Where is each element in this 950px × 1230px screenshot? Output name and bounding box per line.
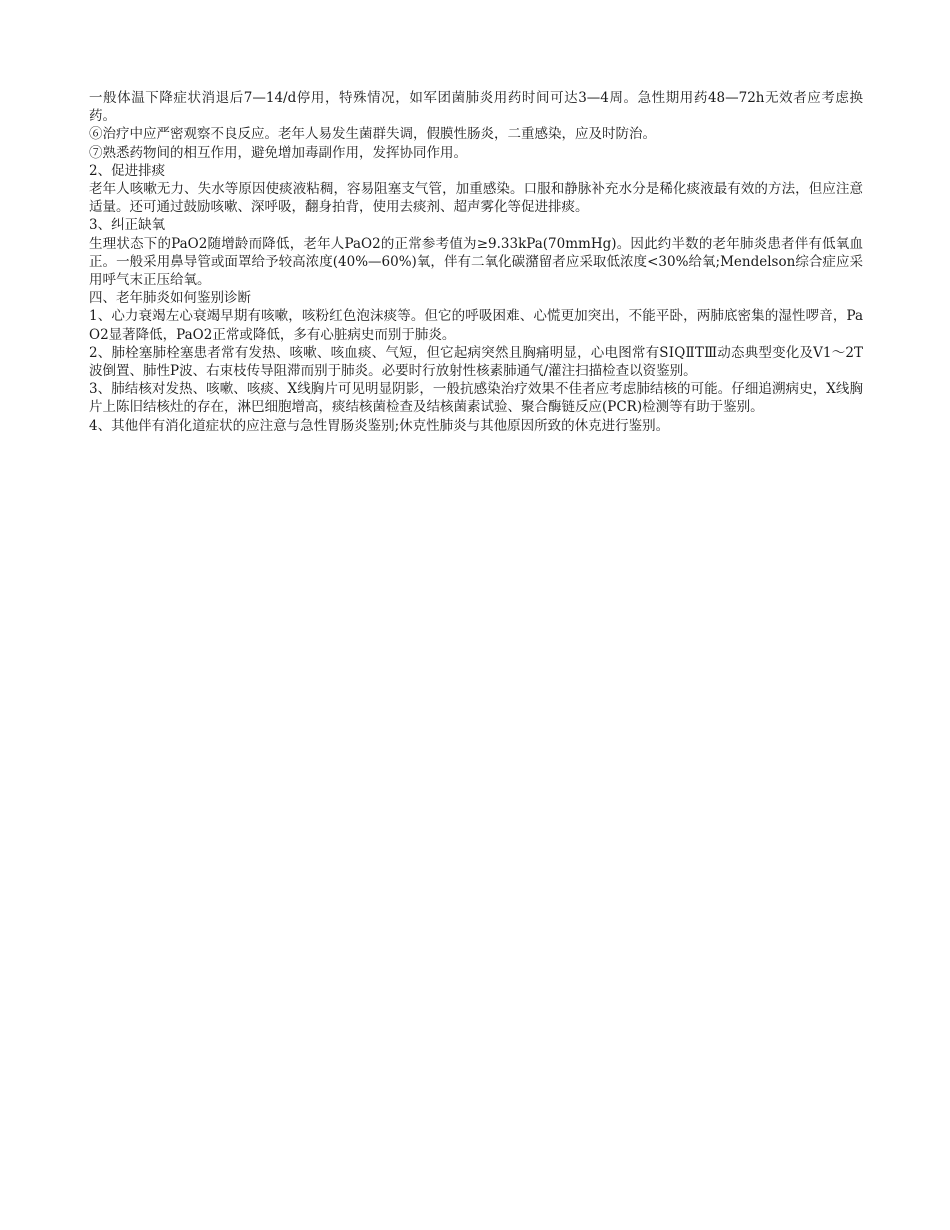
paragraph-expectoration: 老年人咳嗽无力、失水等原因使痰液粘稠，容易阻塞支气管，加重感染。口服和静脉补充水分是稀化痰液最有效的方法，但应注意适量。还可通过鼓励咳嗽、深呼吸，翻身拍背，使用去痰剂、超声雾化等促进排痰。 [89, 181, 863, 216]
heading-promote-expectoration: 2、促进排痰 [89, 162, 166, 179]
heading-correct-hypoxia: 3、纠正缺氧 [89, 217, 166, 234]
paragraph-drug-interactions: ⑦熟悉药物间的相互作用，避免增加毒副作用，发挥协同作用。 [89, 144, 467, 161]
paragraph-other: 4、其他伴有消化道症状的应注意与急性胃肠炎鉴别;休克性肺炎与其他原因所致的休克进行鉴别。 [89, 417, 670, 434]
heading-differential-diagnosis: 四、老年肺炎如何鉴别诊断 [89, 290, 251, 307]
paragraph-tuberculosis: 3、肺结核对发热、咳嗽、咳痰、X线胸片可见明显阴影，一般抗感染治疗效果不佳者应考虑肺结核的可能。仔细追溯病史，X线胸片上陈旧结核灶的存在，淋巴细胞增高，痰结核菌检查及结核菌素试验、聚合酶链反应(PCR)检测等有助于鉴别。 [89, 381, 863, 416]
paragraph-hypoxia: 生理状态下的PaO2随增龄而降低，老年人PaO2的正常参考值为≥9.33kPa(70mmHg)。因此约半数的老年肺炎患者伴有低氧血正。一般采用鼻导管或面罩给予较高浓度(40%—60%)氧，伴有二氧化碳潴留者应采取低浓度<30%给氧;Mendelson综合症应采用呼气末正压给氧。 [89, 235, 863, 289]
paragraph-drug-duration: 一般体温下降症状消退后7—14/d停用，特殊情况，如军团菌肺炎用药时间可达3—4周。急性期用药48—72h无效者应考虑换药。 [89, 90, 863, 125]
paragraph-pulmonary-embolism: 2、肺栓塞肺栓塞患者常有发热、咳嗽、咳血痰、气短，但它起病突然且胸痛明显，心电图常有SⅠQⅡTⅢ动态典型变化及V1～2T波倒置、肺性P波、右束枝传导阻滞而别于肺炎。必要时行放射性核素肺通气/灌注扫描检查以资鉴别。 [89, 344, 863, 380]
document-body [89, 89, 863, 435]
paragraph-adverse-reactions: ⑥治疗中应严密观察不良反应。老年人易发生菌群失调，假膜性肠炎，二重感染，应及时防治。 [89, 126, 656, 143]
paragraph-heart-failure: 1、心力衰竭左心衰竭早期有咳嗽，咳粉红色泡沫痰等。但它的呼吸困难、心慌更加突出，不能平卧，两肺底密集的湿性啰音，PaO2显著降低，PaO2正常或降低，多有心脏病史而别于肺炎。 [89, 308, 863, 343]
